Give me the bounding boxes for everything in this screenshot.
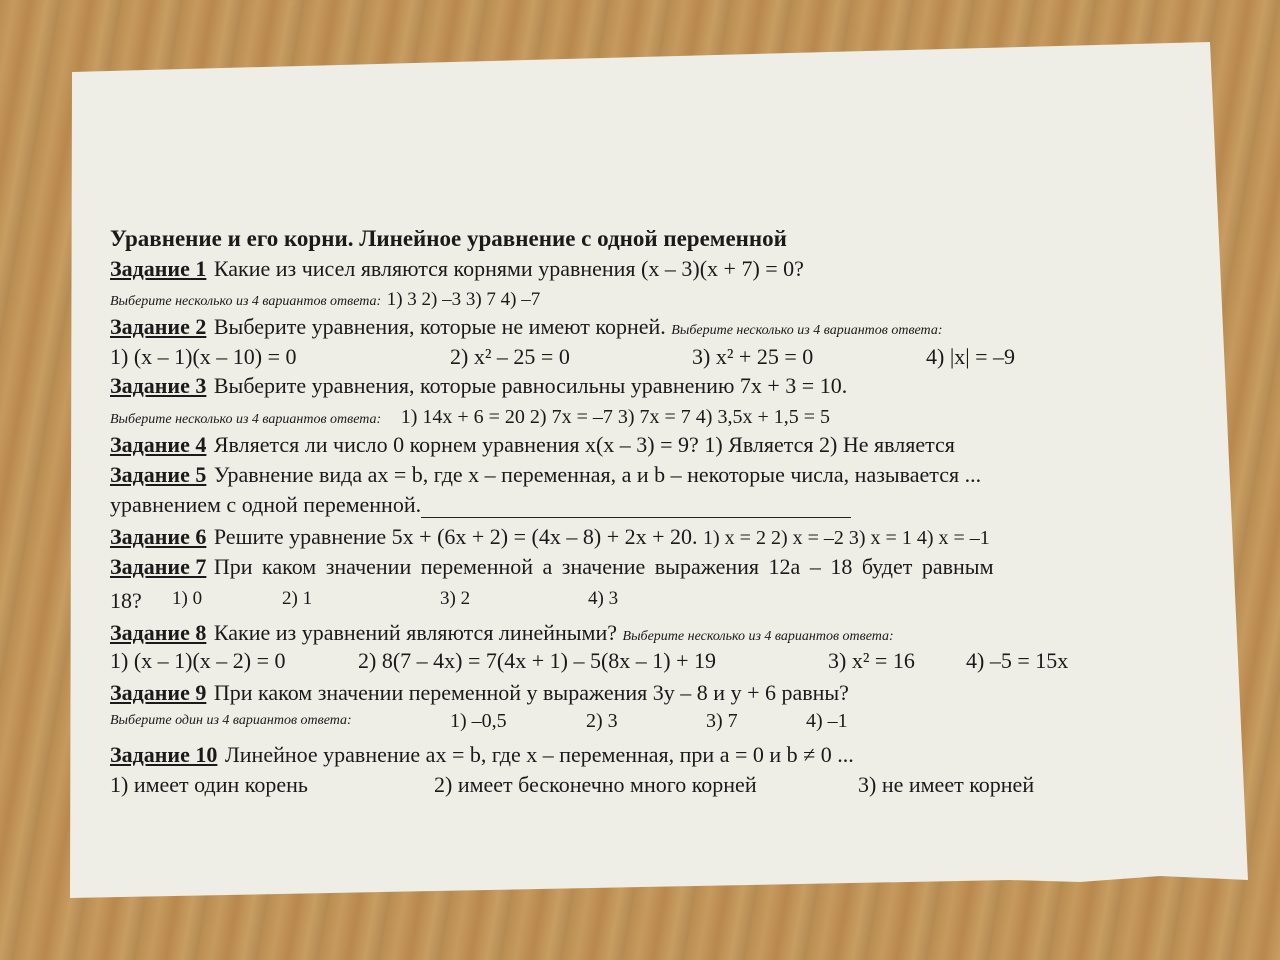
task-2-option-1: 1) (x – 1)(x – 10) = 0 [110,344,297,369]
task-1-label: Задание 1 [110,256,207,281]
task-2-option-4: 4) |x| = –9 [926,344,1016,369]
task-1-hint: Выберите несколько из 4 вариантов ответа: [110,294,382,309]
task-3-label: Задание 3 [110,373,207,398]
task-3-line [110,373,847,399]
task-4-question: Является ли число 0 корнем уравнения x(x – 3) = 9? [213,432,699,457]
task-5-line [110,462,981,488]
task-4-line [110,432,955,458]
task-6-options: 1) x = 2 2) x = –2 3) x = 1 4) x = –1 [703,527,990,549]
task-10-line [110,742,854,768]
task-10-label: Задание 10 [110,742,218,767]
task-2-label: Задание 2 [110,314,207,339]
task-9-option-1: 1) –0,5 [450,710,507,732]
task-2-line [110,314,943,340]
task-8-option-1: 1) (x – 1)(x – 2) = 0 [110,648,286,673]
task-10-option-3: 3) не имеет корней [858,772,1035,797]
task-6-line [110,524,990,550]
task-10-question: Линейное уравнение ax = b, где x – переменная, при a = 0 и b ≠ 0 ... [224,742,854,767]
task-9-option-4: 4) –1 [806,710,848,732]
task-9-hint: Выберите один из 4 вариантов ответа: [110,713,352,728]
task-8-option-3: 3) x² = 16 [828,648,915,673]
task-5-continuation-line [110,492,851,518]
task-1-line [110,256,804,282]
task-2-option-2: 2) x² – 25 = 0 [450,344,570,369]
task-9-option-3: 3) 7 [706,710,738,732]
task-7-line [110,554,993,580]
task-8-option-4: 4) –5 = 15x [966,648,1069,673]
task-1-options: 1) 3 2) –3 3) 7 4) –7 [386,289,541,310]
task-10-option-2: 2) имеет бесконечно много корней [434,772,757,797]
task-8-label: Задание 8 [110,620,207,645]
task-7-label: Задание 7 [110,554,207,579]
answer-blank-line [421,499,851,518]
task-3-options: 1) 14x + 6 = 20 2) 7x = –7 3) 7x = 7 4) 3,5x + 1,5 = 5 [400,406,831,428]
task-1-question: Какие из чисел являются корнями уравнения (x – 3)(x + 7) = 0? [213,256,804,281]
task-3-question: Выберите уравнения, которые равносильны уравнению 7x + 3 = 10. [213,373,848,398]
task-3-hint: Выберите несколько из 4 вариантов ответа: [110,412,382,427]
task-1-answers [110,285,540,311]
task-6-question: Решите уравнение 5x + (6x + 2) = (4x – 8) + 2x + 20. [213,524,698,549]
task-9-option-2: 2) 3 [586,710,618,732]
task-8-question: Какие из уравнений являются линейными? [213,620,618,645]
task-8-hint: Выберите несколько из 4 вариантов ответа: [622,629,894,644]
task-8-line [110,620,894,646]
task-4-label: Задание 4 [110,432,207,457]
task-7-option-3: 3) 2 [440,588,471,609]
task-3-answers [110,403,830,429]
page-title: Уравнение и его корни. Линейное уравнение с одной переменной [110,226,787,251]
task-5-question: Уравнение вида ax = b, где x – переменная, a и b – некоторые числа, называется ... [213,462,982,487]
task-7-option-1: 1) 0 [172,588,203,609]
task-9-line [110,680,849,706]
task-4-options: 1) Является 2) Не является [704,432,955,457]
task-2-hint: Выберите несколько из 4 вариантов ответа: [671,323,943,338]
task-9-label: Задание 9 [110,680,207,705]
task-2-option-3: 3) x² + 25 = 0 [692,344,814,369]
task-5-continuation: уравнением с одной переменной. [110,492,422,517]
task-7-question: При каком значении переменной a значение выражения 12a – 18 будет равным [213,554,994,579]
task-6-label: Задание 6 [110,524,207,549]
task-5-label: Задание 5 [110,462,207,487]
task-9-question: При каком значении переменной y выражения 3y – 8 и y + 6 равны? [213,680,849,705]
task-7-option-2: 2) 1 [282,588,313,609]
task-7-continuation: 18? [110,588,142,613]
task-8-option-2: 2) 8(7 – 4x) = 7(4x + 1) – 5(8x – 1) + 19 [358,648,717,673]
task-2-question: Выберите уравнения, которые не имеют корней. [213,314,666,339]
task-10-option-1: 1) имеет один корень [110,772,308,797]
task-7-option-4: 4) 3 [588,588,619,609]
